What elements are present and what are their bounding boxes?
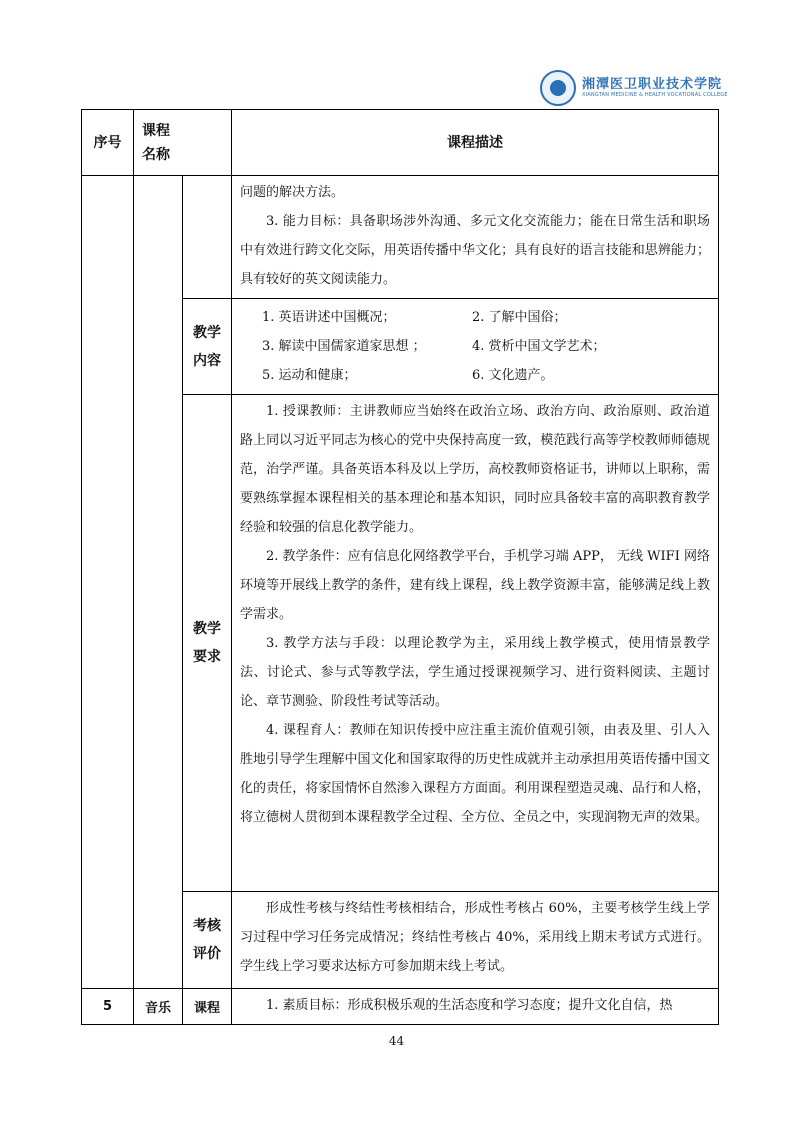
page-number: 44 [388, 1034, 405, 1048]
header-course-name: 课程 名称 [134, 110, 232, 176]
ability-goal-text: 3. 能力目标：具备职场涉外沟通、多元文化交流能力；能在日常生活和职场中有效进行跨文化交际，用英语传播中华文化；具有良好的语言技能和思辨能力；具有较好的英文阅读能力。 [240, 214, 710, 287]
label-cell-empty [183, 176, 232, 299]
content-label: 教学 内容 [183, 299, 232, 395]
name-cell-empty [134, 176, 183, 989]
list-item: 3. 解读中国儒家道家思想 ； [262, 339, 426, 354]
table-row [82, 989, 719, 1025]
logo-english-name: XIANGTAN MEDICINE & HEALTH VOCATIONAL COLLEGE [582, 92, 728, 98]
requirement-label: 教学 要求 [183, 395, 232, 892]
ability-goal-cell [232, 176, 719, 299]
continued-text: 问题的解决方法。 [240, 185, 345, 200]
table-header-row [82, 110, 719, 176]
content-cell [232, 299, 719, 395]
header-course-desc: 课程描述 [232, 110, 719, 176]
requirement-para: 2. 教学条件：应有信息化网络教学平台，手机学习端 APP， 无线 WIFI 网络环境等开展线上教学的条件，建有线上课程，线上教学资源丰富，能够满足线上教学需求。 [240, 549, 710, 622]
evaluation-cell [232, 892, 719, 989]
table-row [82, 176, 719, 299]
next-course-desc [232, 989, 719, 1025]
requirement-para: 4. 课程育人：教师在知识传授中应注重主流价值观引领，由表及里、引人入胜地引导学生理解中国文化和国家取得的历史性成就并主动承担用英语传播中国文化的责任，将家国情怀自然渗入课程方方面面。利用课程塑造灵魂、品行和人格，将立德树人贯彻到本课程教学全过程、全方位、全员之中，实现润物无声的效果。 [240, 723, 710, 825]
requirement-para: 3. 教学方法与手段：以理论教学为主，采用线上教学模式，使用情景教学法、讨论式、参与式等教学法，学生通过授课视频学习、进行资料阅读、主题讨论、章节测验、阶段性考试等活动。 [240, 636, 710, 709]
index-cell-empty [82, 176, 134, 989]
requirement-para: 1. 授课教师：主讲教师应当始终在政治立场、政治方向、政治原则、政治道路上同以习近平同志为核心的党中央保持高度一致，模范践行高等学校教师师德规范，治学严谨。具备英语本科及以上学历，高校教师资格证书，讲师以上职称，需要熟练掌握本课程相关的基本理论和基本知识，同时应具备较丰富的高职教育教学经验和较强的信息化教学能力。 [240, 404, 710, 535]
next-course-text: 1. 素质目标：形成积极乐观的生活态度和学习态度；提升文化自信，热 [266, 998, 673, 1013]
college-logo [540, 70, 728, 108]
evaluation-text: 形成性考核与终结性考核相结合，形成性考核占 60%，主要考核学生线上学习过程中学习任务完成情况；终结性考核占 40%，采用线上期末考试方式进行。学生线上学习要求达标方可参加期末线上考试。 [240, 901, 710, 974]
list-item: 4. 赏析中国文学艺术； [472, 339, 606, 354]
list-item: 6. 文化遗产。 [472, 368, 554, 383]
requirement-cell [232, 395, 719, 892]
next-course-name: 音乐 [134, 989, 183, 1025]
course-table [81, 109, 719, 1025]
logo-chinese-name: 湘潭医卫职业技术学院 [582, 77, 723, 92]
evaluation-label: 考核 评价 [183, 892, 232, 989]
content-list [232, 299, 718, 394]
college-emblem-icon [540, 70, 576, 106]
list-item: 2. 了解中国俗； [472, 310, 567, 325]
list-item: 5. 运动和健康； [262, 368, 357, 383]
header-index: 序号 [82, 110, 134, 176]
next-course-label: 课程 [183, 989, 232, 1025]
next-course-index: 5 [82, 989, 134, 1025]
list-item: 1. 英语讲述中国概况； [262, 310, 396, 325]
